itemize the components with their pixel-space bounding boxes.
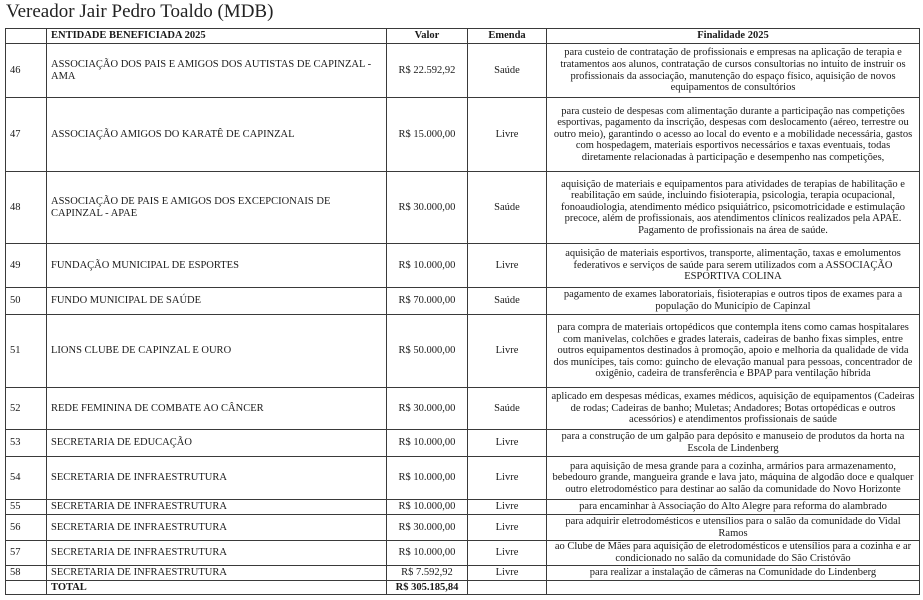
header-entity: ENTIDADE BENEFICIADA 2025 [47,29,387,44]
row-purpose: aplicado em despesas médicas, exames médicos, aquisição de equipamentos (Cadeiras de rodas; Cadeiras de banho; Muletas; Andadores; Botas ortopédicas e outros acessórios) e atendimentos profissionais de saúde [547,388,920,430]
row-purpose: para a construção de um galpão para depósito e manuseio de produtos da horta na Escola de Lindenberg [547,430,920,457]
table-row [6,172,920,244]
row-value: R$ 10.000,00 [387,244,468,288]
table-header-row [6,29,920,44]
amendments-table [5,28,920,595]
row-value: R$ 30.000,00 [387,172,468,244]
row-entity: FUNDO MUNICIPAL DE SAÚDE [47,288,387,315]
row-amendment: Livre [468,244,547,288]
row-entity: SECRETARIA DE INFRAESTRUTURA [47,500,387,515]
table-row [6,566,920,581]
row-value: R$ 10.000,00 [387,541,468,566]
row-entity: ASSOCIAÇÃO DOS PAIS E AMIGOS DOS AUTISTAS DE CAPINZAL - AMA [47,44,387,98]
row-entity: FUNDAÇÃO MUNICIPAL DE ESPORTES [47,244,387,288]
total-purpose-cell [547,581,920,595]
row-entity: LIONS CLUBE DE CAPINZAL E OURO [47,315,387,388]
table-row [6,315,920,388]
table-row [6,244,920,288]
page-title: Vereador Jair Pedro Toaldo (MDB) [6,1,274,22]
row-purpose: para realizar a instalação de câmeras na Comunidade do Lindenberg [547,566,920,581]
row-number: 56 [6,515,47,541]
row-amendment: Livre [468,98,547,172]
row-amendment: Livre [468,541,547,566]
row-number: 53 [6,430,47,457]
row-number: 58 [6,566,47,581]
row-number: 55 [6,500,47,515]
row-number: 57 [6,541,47,566]
row-value: R$ 70.000,00 [387,288,468,315]
row-entity: SECRETARIA DE INFRAESTRUTURA [47,566,387,581]
row-number: 52 [6,388,47,430]
row-entity: ASSOCIAÇÃO AMIGOS DO KARATÊ DE CAPINZAL [47,98,387,172]
table-row [6,430,920,457]
table-row [6,457,920,500]
row-value: R$ 30.000,00 [387,515,468,541]
header-value: Valor [387,29,468,44]
row-purpose: para custeio de contratação de profissionais e empresas na aplicação de terapia e tratamentos aos alunos, contratação de cursos consultorias no intuito de instruir os profissionais da associação, manutenção do espaço físico, aquisição de novos equipamentos de consultórios [547,44,920,98]
row-value: R$ 10.000,00 [387,457,468,500]
row-purpose: para adquirir eletrodomésticos e utensílios para o salão da comunidade do Vidal Ramos [547,515,920,541]
row-amendment: Livre [468,500,547,515]
header-amendment: Emenda [468,29,547,44]
row-entity: REDE FEMININA DE COMBATE AO CÂNCER [47,388,387,430]
table-row [6,388,920,430]
row-amendment: Saúde [468,44,547,98]
row-amendment: Livre [468,566,547,581]
table-row [6,98,920,172]
row-amendment: Livre [468,430,547,457]
row-value: R$ 50.000,00 [387,315,468,388]
row-value: R$ 15.000,00 [387,98,468,172]
header-number [6,29,47,44]
total-label: TOTAL [47,581,387,595]
row-entity: SECRETARIA DE INFRAESTRUTURA [47,457,387,500]
row-amendment: Saúde [468,288,547,315]
row-value: R$ 10.000,00 [387,430,468,457]
row-amendment: Livre [468,515,547,541]
row-value: R$ 30.000,00 [387,388,468,430]
table-row [6,541,920,566]
row-amendment: Livre [468,315,547,388]
row-entity: SECRETARIA DE EDUCAÇÃO [47,430,387,457]
row-purpose: ao Clube de Mães para aquisição de eletrodomésticos e utensílios para a cozinha e ar condicionado no salão da comunidade do São Cristóvão [547,541,920,566]
row-value: R$ 10.000,00 [387,500,468,515]
row-purpose: para encaminhar à Associação do Alto Alegre para reforma do alambrado [547,500,920,515]
row-number: 48 [6,172,47,244]
header-purpose: Finalidade 2025 [547,29,920,44]
table-row [6,500,920,515]
total-value: R$ 305.185,84 [387,581,468,595]
row-value: R$ 7.592,92 [387,566,468,581]
row-purpose: para custeio de despesas com alimentação durante a participação nas competições esportivas, pagamento da inscrição, despesas com deslocamento (aéreo, terrestre ou outro meio), garantindo o acesso ao local do evento e a mobilidade necessária, gastos com hospedagem, materiais esportivos necessários e taxas eventuais, todas diretamente relacionadas à participação e desempenho nas competições, [547,98,920,172]
row-value: R$ 22.592,92 [387,44,468,98]
row-number: 46 [6,44,47,98]
row-entity: ASSOCIAÇÃO DE PAIS E AMIGOS DOS EXCEPCIONAIS DE CAPINZAL - APAE [47,172,387,244]
row-purpose: aquisição de materiais e equipamentos para atividades de terapias de habilitação e reabilitação em saúde, incluindo fisioterapia, psicologia, terapia ocupacional, fonoaudiologia, atendimento médico psiquiátrico, psicomotricidade e estimulação precoce, além de profissionais, aos atendimentos clínicos realizados pela APAE. Pagamento de profissionais na área de saúde. [547,172,920,244]
row-purpose: para compra de materiais ortopédicos que contempla itens como camas hospitalares com manivelas, colchões e grades laterais, cadeiras de banho fixas simples, entre outros equipamentos destinados à promoção, apoio e melhoria da qualidade de vida dos munícipes, tais como: guincho de elevação manual para pessoas, concentrador de oxigênio, cadeira de transferência e BPAP para ventilação híbrida [547,315,920,388]
row-purpose: aquisição de materiais esportivos, transporte, alimentação, taxas e emolumentos federativos e serviços de saúde para serem utilizados com a ASSOCIAÇÃO ESPORTIVA COLINA [547,244,920,288]
row-entity: SECRETARIA DE INFRAESTRUTURA [47,541,387,566]
table-row [6,288,920,315]
row-number: 51 [6,315,47,388]
row-number: 50 [6,288,47,315]
total-row [6,581,920,595]
row-amendment: Saúde [468,172,547,244]
row-number: 49 [6,244,47,288]
row-purpose: pagamento de exames laboratoriais, fisioterapias e outros tipos de exames para a população do Município de Capinzal [547,288,920,315]
row-amendment: Saúde [468,388,547,430]
row-amendment: Livre [468,457,547,500]
total-number-cell [6,581,47,595]
row-number: 47 [6,98,47,172]
total-amendment-cell [468,581,547,595]
row-entity: SECRETARIA DE INFRAESTRUTURA [47,515,387,541]
row-purpose: para aquisição de mesa grande para a cozinha, armários para armazenamento, bebedouro grande, mangueira grande e lava jato, máquina de algodão doce e qualquer outro eletrodoméstico para destinar ao salão da comunidade do Novo Horizonte [547,457,920,500]
table-row [6,515,920,541]
row-number: 54 [6,457,47,500]
table-row [6,44,920,98]
